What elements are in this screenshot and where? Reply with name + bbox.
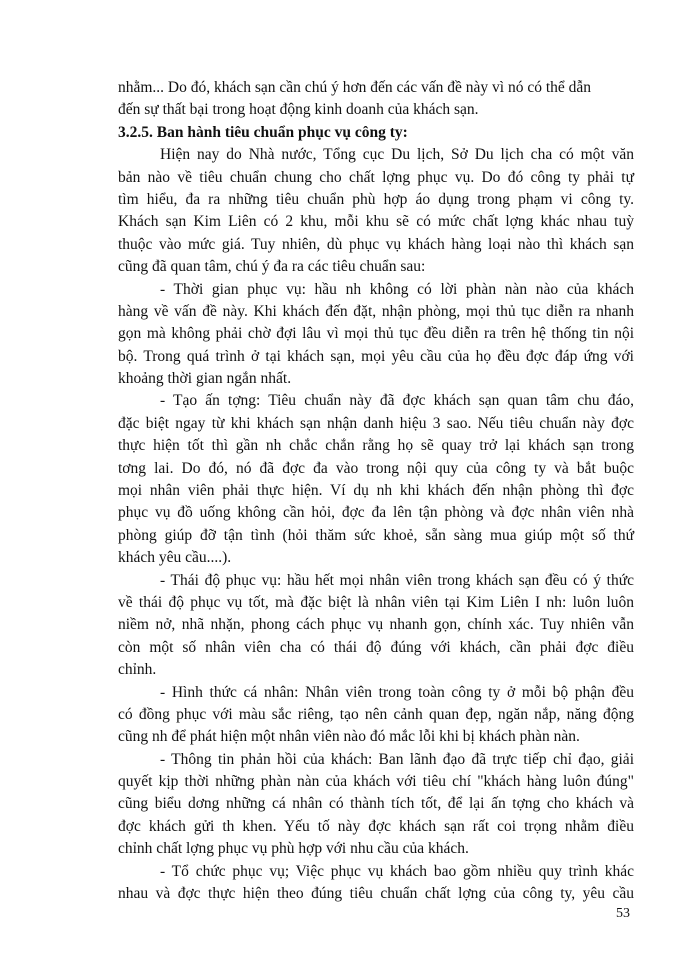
section-heading: 3.2.5. Ban hành tiêu chuẩn phục vụ công ty:	[118, 123, 408, 141]
text-line: - Thông tin phản hồi của khách: Ban lãnh đạo đã trực tiếp chỉ đạo, giải	[160, 750, 634, 768]
text-line: bộ. Trong quá trình ở tại khách sạn, mọi yêu cầu của họ đều đợc đáp ứng với	[118, 347, 634, 365]
text-line: gọn mà không phải chờ đợi lâu vì mọi thủ tục đều diễn ra trên hệ thống tin nội	[118, 325, 634, 343]
text-line: thực hiện tốt thì gần nh chắc chắn rằng họ sẽ quay trở lại khách sạn trong	[118, 437, 634, 455]
text-line: về thái độ phục vụ tốt, mà đặc biệt là nhân viên tại Kim Liên I nh: luôn luôn	[118, 593, 634, 611]
text-line: chỉnh chất lợng phục vụ phù hợp với nhu cầu của khách.	[118, 840, 469, 858]
text-line: đợc khách gửi th khen. Yếu tố này đợc khách sạn rất coi trọng nhằm điều	[118, 817, 634, 835]
text-line: - Hình thức cá nhân: Nhân viên trong toàn công ty ở mỗi bộ phận đều	[160, 683, 634, 701]
text-line: cũng nh để phát hiện một nhân viên nào đó mắc lỗi khi bị khách phàn nàn.	[118, 728, 580, 746]
text-line: cũng đã quan tâm, chú ý đa ra các tiêu chuẩn sau:	[118, 258, 426, 276]
text-line: nhau và đợc thực hiện theo đúng tiêu chuẩn chất lợng của công ty, yêu cầu	[118, 885, 634, 902]
page-number: 53	[616, 906, 630, 921]
text-line: cũng biểu dơng những cá nhân có thành tích tốt, để lại ấn tợng cho khách và	[118, 795, 634, 813]
text-line: quyết kịp thời những phàn nàn của khách với tiêu chí "khách hàng luôn đúng"	[118, 773, 634, 791]
text-line: đến sự thất bại trong hoạt động kinh doanh của khách sạn.	[118, 101, 479, 119]
text-line: còn một số nhân viên cha có thái độ đúng với khách, cần phải đợc điều	[118, 638, 634, 656]
text-line: - Tổ chức phục vụ; Việc phục vụ khách bao gồm nhiều quy trình khác	[160, 862, 634, 880]
text-line: bản nào về tiêu chuẩn chung cho chất lợng phục vụ. Do đó công ty phải tự	[118, 168, 634, 186]
text-line: Hiện nay do Nhà nước, Tổng cục Du lịch, Sở Du lịch cha có một văn	[160, 146, 634, 164]
text-line: tìm hiểu, đa ra những tiêu chuẩn phù hợp áo dụng trong phạm vi công ty.	[118, 190, 634, 208]
text-line: mọi nhân viên phải thực hiện. Ví dụ nh khi khách đến nhận phòng thì đợc	[118, 482, 634, 499]
text-line: - Thái độ phục vụ: hầu hết mọi nhân viên trong khách sạn đều có ý thức	[160, 571, 634, 589]
text-line: nhằm... Do đó, khách sạn cần chú ý hơn đến các vấn đề này vì nó có thể dẫn	[118, 79, 592, 96]
text-line: - Thời gian phục vụ: hầu nh không có lời phàn nàn nào của khách	[160, 280, 634, 298]
text-line: hàng về vấn đề này. Khi khách đến đặt, nhận phòng, mọi thủ tục diễn ra nhanh	[118, 302, 634, 320]
text-line: Khách sạn Kim Liên có 2 khu, mỗi khu sẽ có mức chất lợng khác nhau tuỳ	[118, 213, 634, 231]
text-line: phòng giúp đỡ tận tình (hỏi thăm sức khoẻ, sẵn sàng mua giúp một số thứ	[118, 526, 634, 544]
text-line: khách yêu cầu....).	[118, 549, 232, 567]
text-line: chỉnh.	[118, 661, 157, 679]
text-line: tơng lai. Do đó, nó đã đợc đa vào trong nội quy của công ty và bắt buộc	[118, 459, 634, 477]
text-line: phục vụ đồ uống không cần hỏi, đợc đa lên tận phòng và đợc nhân viên nhà	[118, 504, 634, 522]
text-line: thuộc vào mức giá. Tuy nhiên, dù phục vụ khách hàng loại nào thì khách sạn	[118, 235, 634, 253]
text-line: có đồng phục với màu sắc riêng, tạo nên cảnh quan đẹp, ngăn nắp, năng động	[118, 705, 634, 723]
text-line: niềm nở, nhã nhặn, phong cách phục vụ nhanh gọn, chính xác. Tuy nhiên vẫn	[118, 616, 634, 634]
text-line: - Tạo ấn tợng: Tiêu chuẩn này đã đợc khách sạn quan tâm chu đáo,	[160, 392, 634, 410]
text-line: đặc biệt ngay từ khi khách sạn nhận danh hiệu 3 sao. Nếu tiêu chuẩn này đợc	[118, 414, 634, 432]
text-line: khoảng thời gian ngắn nhất.	[118, 370, 292, 388]
